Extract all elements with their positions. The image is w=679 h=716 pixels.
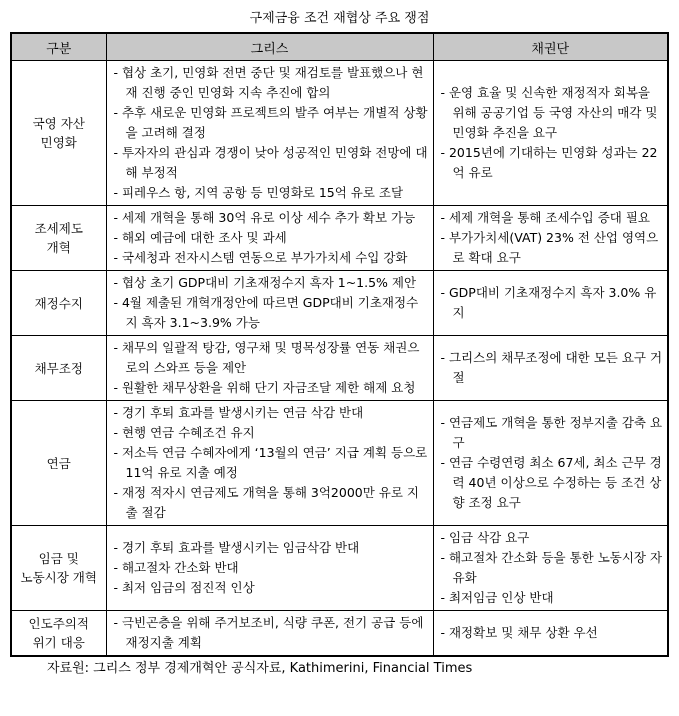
greece-cell: [106, 336, 433, 401]
bullet-item: - GDP대비 기초재정수지 흑자 3.0% 유지: [440, 285, 657, 320]
table-row: [11, 271, 668, 336]
bullet-list: [114, 403, 430, 523]
category-line: 개혁: [46, 240, 71, 255]
table-row: [11, 61, 668, 206]
table-header-row: [11, 33, 668, 61]
bullet-item: - 저소득 연금 수혜자에게 ‘13월의 연금’ 지급 계획 등으로 11억 유로 지출 예정: [113, 445, 428, 480]
bullet-item: - 그리스의 채무조정에 대한 모든 요구 거절: [440, 350, 663, 385]
category-cell: [11, 336, 106, 401]
bullet-list: [441, 83, 665, 183]
bullet-item: - 임금 삭감 요구: [440, 530, 530, 545]
table-row: [11, 401, 668, 526]
greece-cell: [106, 61, 433, 206]
bullet-list: [114, 538, 430, 598]
bullet-list: [441, 283, 665, 323]
bullet-list: [114, 63, 430, 203]
table-header-greece: 그리스: [106, 33, 433, 61]
bullet-list: [441, 348, 665, 388]
bullet-item: - 추후 새로운 민영화 프로젝트의 발주 여부는 개별적 상황을 고려해 결정: [113, 105, 428, 140]
page-title: 구제금융 조건 재협상 주요 쟁점: [249, 11, 430, 26]
creditors-cell: [433, 61, 668, 206]
creditors-cell: [433, 611, 668, 657]
category-line: 임금 및: [38, 551, 79, 566]
bullet-item: - 현행 연금 수혜조건 유지: [113, 425, 255, 440]
bullet-item: - 해외 예금에 대한 조사 및 과세: [113, 230, 287, 245]
bullet-item: - 협상 초기 GDP대비 기초재정수지 흑자 1~1.5% 제안: [113, 275, 417, 290]
greece-cell: [106, 206, 433, 271]
bullet-item: - 채무의 일괄적 탕감, 영구채 및 명목성장률 연동 채권으로의 스와프 등을 제안: [113, 340, 420, 375]
bullet-item: - 극빈곤층을 위해 주거보조비, 식량 쿠폰, 전기 공급 등에 재정지출 계획: [113, 615, 424, 650]
bullet-item: - 피레우스 항, 지역 공항 등 민영화로 15억 유로 조달: [113, 185, 404, 200]
bullet-item: - 2015년에 기대하는 민영화 성과는 22억 유로: [440, 145, 658, 180]
bullet-list: [441, 413, 665, 513]
category-line: 노동시장 개혁: [20, 570, 97, 585]
category-line: 재정수지: [34, 295, 83, 311]
table-row: [11, 526, 668, 611]
creditors-cell: [433, 336, 668, 401]
bullet-list: [441, 208, 665, 268]
bullet-item: - 협상 초기, 민영화 전면 중단 및 재검토를 발표했으나 현재 진행 중인 민영화 지속 추진에 합의: [113, 65, 424, 100]
bullet-item: - 운영 효율 및 신속한 재정적자 회복을 위해 공공기업 등 국영 자산의 매각 및 민영화 추진을 요구: [440, 85, 658, 140]
creditors-cell: [433, 401, 668, 526]
table-row: [11, 206, 668, 271]
bullet-item: - 투자자의 관심과 경쟁이 낮아 성공적인 민영화 전망에 대해 부정적: [113, 145, 428, 180]
bullet-item: - 해고절차 간소화 반대: [113, 560, 239, 575]
category-line: 연금: [46, 455, 71, 471]
table-row: [11, 611, 668, 657]
category-cell: [11, 611, 106, 657]
bullet-item: - 연금제도 개혁을 통한 정부지출 감축 요구: [440, 415, 663, 450]
greece-cell: [106, 401, 433, 526]
bullet-item: - 세제 개혁을 통해 조세수입 증대 필요: [440, 210, 650, 225]
greece-cell: [106, 526, 433, 611]
category-line: 위기 대응: [32, 635, 85, 650]
bullet-item: - 최저 임금의 점진적 인상: [113, 580, 255, 595]
bullet-item: - 국세청과 전자시스템 연동으로 부가가치세 수입 강화: [113, 250, 408, 265]
creditors-cell: [433, 271, 668, 336]
bullet-list: [441, 528, 665, 608]
bullet-item: - 경기 후퇴 효과를 발생시키는 임금삭감 반대: [113, 540, 360, 555]
table-header-category: 구분: [11, 33, 106, 61]
creditors-cell: [433, 206, 668, 271]
bullet-item: - 연금 수령연령 최소 67세, 최소 근무 경력 40년 이상으로 수정하는 등 조건 상향 조정 요구: [440, 455, 662, 510]
bullet-list: [114, 613, 430, 653]
category-cell: [11, 526, 106, 611]
issues-table: [10, 32, 669, 657]
category-cell: [11, 271, 106, 336]
category-cell: [11, 401, 106, 526]
greece-cell: [106, 271, 433, 336]
bullet-item: - 재정 적자시 연금제도 개혁을 통해 3억2000만 유로 지출 절감: [113, 485, 419, 520]
bullet-item: - 경기 후퇴 효과를 발생시키는 연금 삭감 반대: [113, 405, 364, 420]
creditors-cell: [433, 526, 668, 611]
category-cell: [11, 206, 106, 271]
category-line: 민영화: [40, 135, 77, 150]
category-line: 인도주의적: [28, 616, 89, 631]
table-row: [11, 336, 668, 401]
source-note: 자료원: 그리스 정부 경제개혁안 공식자료, Kathimerini, Financial Times: [47, 661, 473, 676]
bullet-list: [114, 208, 430, 268]
bullet-item: - 재정확보 및 채무 상환 우선: [440, 625, 598, 640]
table-body: [11, 61, 668, 657]
bullet-list: [114, 338, 430, 398]
category-line: 조세제도: [34, 221, 83, 236]
table-header-creditors: 채권단: [433, 33, 668, 61]
category-line: 국영 자산: [32, 116, 85, 131]
bullet-item: - 해고절차 간소화 등을 통한 노동시장 자유화: [440, 550, 663, 585]
category-cell: [11, 61, 106, 206]
bullet-list: [441, 623, 665, 643]
bullet-item: - 부가가치세(VAT) 23% 전 산업 영역으로 확대 요구: [440, 230, 659, 265]
bullet-item: - 최저임금 인상 반대: [440, 590, 554, 605]
bullet-item: - 원활한 채무상환을 위해 단기 자금조달 제한 해제 요청: [113, 380, 416, 395]
bullet-list: [114, 273, 430, 333]
bullet-item: - 세제 개혁을 통해 30억 유로 이상 세수 추가 확보 가능: [113, 210, 416, 225]
category-line: 채무조정: [34, 360, 83, 376]
greece-cell: [106, 611, 433, 657]
bullet-item: - 4월 제출된 개혁개정안에 따르면 GDP대비 기초재정수지 흑자 3.1~3.9% 가능: [113, 295, 419, 330]
